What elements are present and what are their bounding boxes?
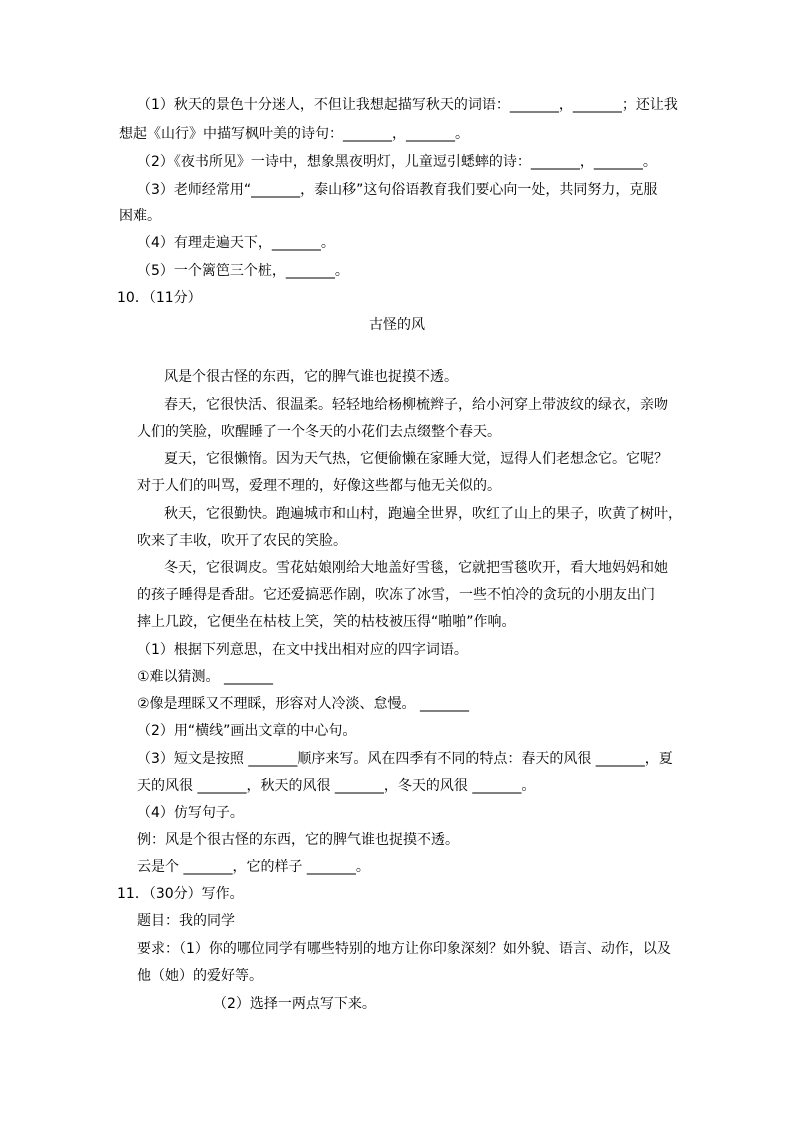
passage-p3-line2: 对于人们的叫骂，爱理不理的，好像这些都与他无关似的。	[137, 478, 501, 494]
q10-header: 10．（11分）	[117, 290, 202, 306]
q9-item1-line1: （1）秋天的景色十分迷人，不但让我想起描写秋天的词语：_______，_______；还让我	[137, 97, 678, 113]
passage-title: 古怪的风	[369, 317, 425, 333]
q11-topic: 题目：我的同学	[137, 913, 235, 929]
q10-example: 例：风是个很古怪的东西，它的脾气谁也捉摸不透。	[137, 832, 459, 848]
passage-p5-line2: 的孩子睡得是香甜。它还爱搞恶作剧，吹冻了冰雪，一些不怕冷的贪玩的小朋友出门	[137, 587, 655, 603]
q10-sub3-line2: 天的风很 _______，秋天的风很 _______，冬天的风很 _______。	[137, 778, 536, 794]
q9-item1-line2: 想起《山行》中描写枫叶美的诗句：_______，_______。	[119, 126, 469, 142]
q11-requirement-line2: 他（她）的爱好等。	[137, 968, 263, 984]
passage-p2-line2: 人们的笑脸，吹醒睡了一个冬天的小花们去点缀整个春天。	[137, 424, 501, 440]
passage-p4-line1: 秋天，它很勤快。跑遍城市和山村，跑遍全世界，吹红了山上的果子，吹黄了树叶，	[164, 506, 682, 522]
q9-item2: （2）《夜书所见》一诗中，想象黑夜明灯，儿童逗引蟋蟀的诗：_______，_______。	[137, 154, 657, 170]
q10-sub2: （2）用“横线”画出文章的中心句。	[137, 723, 357, 739]
q9-item3-line2: 困难。	[119, 208, 161, 224]
q9-item5: （5）一个篱笆三个桩，_______。	[137, 263, 349, 279]
q10-sub1: （1）根据下列意思，在文中找出相对应的四字词语。	[137, 642, 468, 658]
q10-sub1-b: ②像是理睬又不理睬，形容对人冷淡、怠慢。 _______	[137, 696, 469, 712]
q10-answer-line: 云是个 _______，它的样子 _______。	[137, 859, 370, 875]
q11-requirement-2: （2）选择一两点写下来。	[213, 996, 376, 1012]
q10-sub3-line1: （3）短文是按照 _______顺序来写。风在四季有不同的特点：春天的风很 _______，夏	[137, 751, 673, 767]
q10-sub1-a: ①难以猜测。 _______	[137, 669, 274, 685]
passage-p3-line1: 夏天，它很懒惰。因为天气热，它便偷懒在家睡大觉，逗得人们老想念它。它呢？	[164, 451, 668, 467]
q11-header: 11．（30分）写作。	[117, 886, 244, 902]
q10-sub4: （4）仿写句子。	[137, 805, 244, 821]
q11-requirement-line1: 要求：（1）你的哪位同学有哪些特别的地方让你印象深刻？如外貌、语言、动作，以及	[137, 941, 671, 957]
q9-item3-line1: （3）老师经常用“_______，泰山移”这句俗语教育我们要心向一处，共同努力，克服	[137, 182, 658, 198]
passage-p2-line1: 春天，它很快活、很温柔。轻轻地给杨柳梳辫子，给小河穿上带波纹的绿衣，亲吻	[164, 397, 668, 413]
passage-p4-line2: 吹来了丰收，吹开了农民的笑脸。	[137, 533, 347, 549]
passage-p1: 风是个很古怪的东西，它的脾气谁也捉摸不透。	[164, 369, 458, 385]
passage-p5-line3: 摔上几跤，它便坐在枯枝上笑，笑的枯枝被压得“啪啪”作响。	[137, 614, 516, 630]
passage-p5-line1: 冬天，它很调皮。雪花姑娘刚给大地盖好雪毯，它就把雪毯吹开，看大地妈妈和她	[164, 560, 668, 576]
q9-item4: （4）有理走遍天下，_______。	[137, 235, 335, 251]
